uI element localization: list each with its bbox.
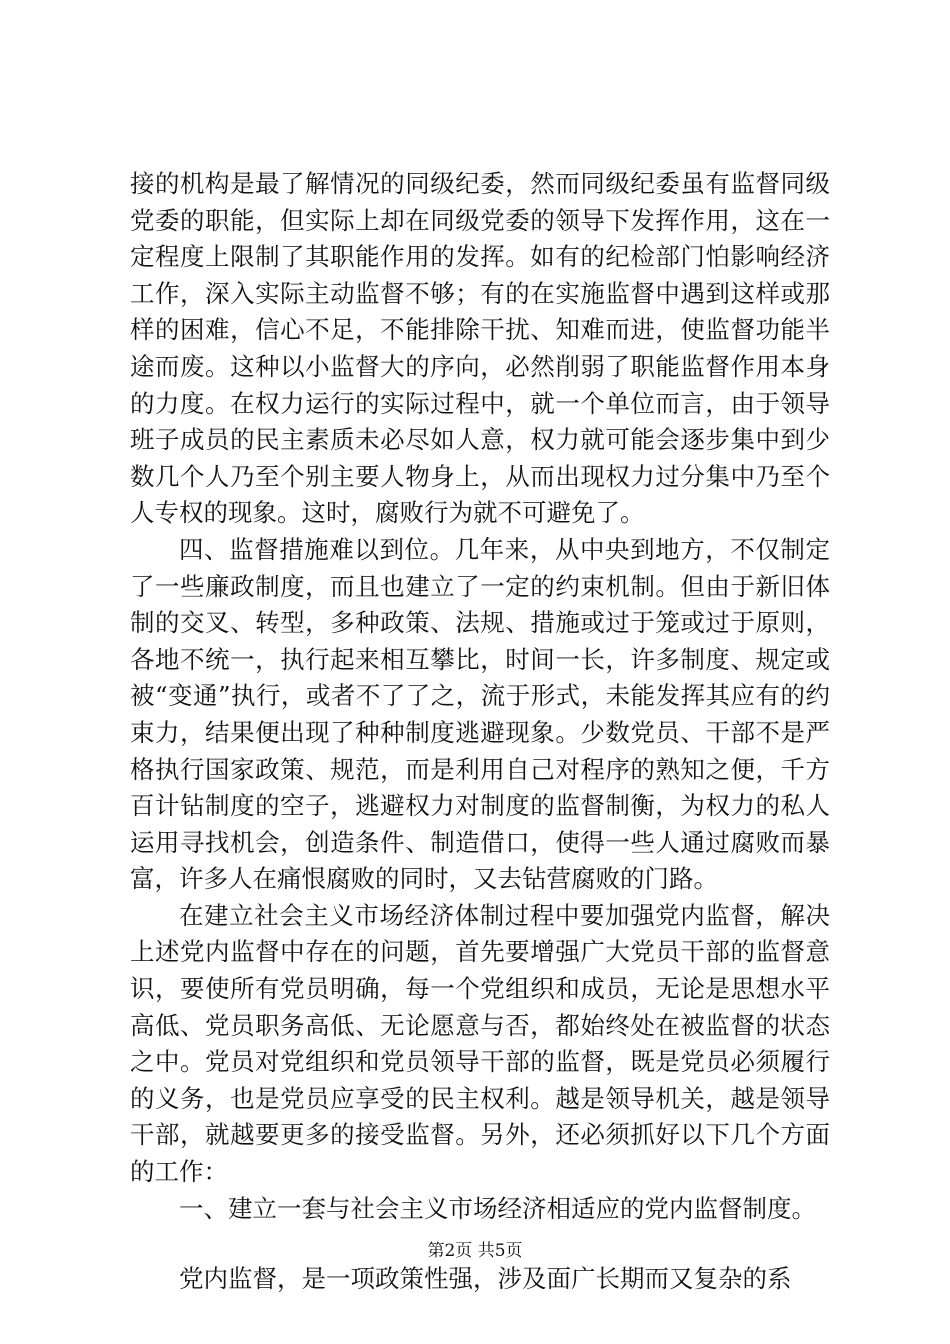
page-number-footer: 第2页 共5页 xyxy=(427,1241,523,1261)
paragraph-continuation: 接的机构是最了解情况的同级纪委，然而同级纪委虽有监督同级党委的职能，但实际上却在同级党委的领导下发挥作用，这在一定程度上限制了其职能作用的发挥。如有的纪检部门怕影响经济工作，深入实际主动监督不够；有的在实施监督中遇到这样或那样的困难，信心不足，不能排除干扰、知难而进，使监督功能半途而废。这种以小监督大的序向，必然削弱了职能监督作用本身的力度。在权力运行的实际过程中，就一个单位而言，由于领导班子成员的民主素质未必尽如人意，权力就可能会逐步集中到少数几个人乃至个别主要人物身上，从而出现权力过分集中乃至个人专权的现象。这时，腐败行为就不可避免了。 xyxy=(130,169,830,528)
paragraph-section-one-heading: 一、建立一套与社会主义市场经济相适应的党内监督制度。 xyxy=(179,1193,816,1223)
paragraph-strengthen-supervision: 在建立社会主义市场经济体制过程中要加强党内监督，解决上述党内监督中存在的问题，首先要增强广大党员干部的监督意识，要使所有党员明确，每一个党组织和成员，无论是思想水平高低、党员职务高低、无论愿意与否，都始终处在被监督的状态之中。党员对党组织和党员领导干部的监督，既是党员必须履行的义务，也是党员应享受的民主权利。越是领导机关，越是领导干部，就越要更多的接受监督。另外，还必须抓好以下几个方面的工作： xyxy=(130,900,830,1187)
paragraph-section-four: 四、监督措施难以到位。几年来，从中央到地方，不仅制定了一些廉政制度，而且也建立了一定的约束机制。但由于新旧体制的交叉、转型，多种政策、法规、措施或过于笼或过于原则，各地不统一，执行起来相互攀比，时间一长，许多制度、规定或被“变通”执行，或者不了了之，流于形式，未能发挥其应有的约束力，结果便出现了种种制度逃避现象。少数党员、干部不是严格执行国家政策、规范，而是利用自己对程序的熟知之便，千方百计钻制度的空子，逃避权力对制度的监督制衡，为权力的私人运用寻找机会，创造条件、制造借口，使得一些人通过腐败而暴富，许多人在痛恨腐败的同时，又去钻营腐败的门路。 xyxy=(130,534,830,894)
paragraph-internal-supervision: 党内监督，是一项政策性强，涉及面广长期而又复杂的系 xyxy=(179,1264,792,1294)
document-body xyxy=(130,166,830,1298)
